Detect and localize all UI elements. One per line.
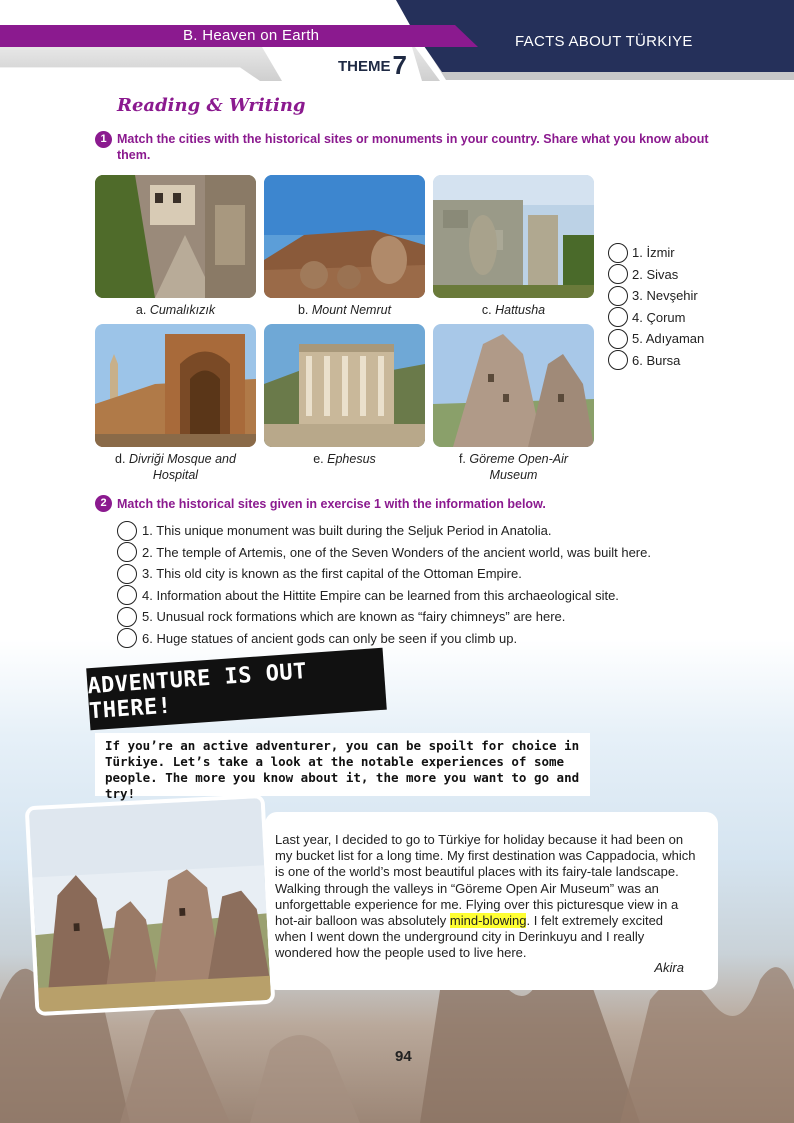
story-part-1: Last year, I decided to go to Türkiye for holiday because it had been on my bucket list for a long time. My first destination was Cappadocia, which is one of the world’s most beautiful places with its fairy-tale landscape. Walking through the valleys in “Göreme Open Air Museum” was an unforgettable experience for me. Flying over this picturesque view in a hot-air balloon was absolutely xyxy=(275,832,696,929)
city-label: 6. Bursa xyxy=(632,352,681,368)
answer-circle[interactable] xyxy=(608,286,628,306)
caption-f-name: Göreme Open-Air Museum xyxy=(469,452,569,482)
story-part-2: . I felt extremely excited when I went down the underground city in Derinkuyu and I really wondered how the people used to live here. xyxy=(275,913,664,961)
city-row xyxy=(608,328,704,350)
info-row xyxy=(117,520,651,542)
city-row xyxy=(608,307,704,329)
answer-circle[interactable] xyxy=(608,329,628,349)
unit-title: B. Heaven on Earth xyxy=(183,27,320,44)
city-label: 5. Adıyaman xyxy=(632,331,705,347)
caption-d xyxy=(95,451,256,483)
photo-ephesus xyxy=(264,324,425,447)
caption-e-letter: e. xyxy=(313,452,324,466)
highlighted-word: mind-blowing xyxy=(449,913,527,929)
caption-b-name: Mount Nemrut xyxy=(311,303,392,317)
city-label: 2. Sivas xyxy=(632,266,679,282)
caption-b-letter: b. xyxy=(297,303,309,317)
photo-mount-nemrut xyxy=(264,175,425,298)
city-label: 4. Çorum xyxy=(632,309,686,325)
answer-circle[interactable] xyxy=(117,607,137,627)
city-row xyxy=(608,264,704,286)
info-row xyxy=(117,585,651,607)
city-row xyxy=(608,285,704,307)
exercise-2-instruction: Match the historical sites given in exercise 1 with the information below. xyxy=(117,497,546,511)
caption-c xyxy=(433,302,594,318)
page-number: 94 xyxy=(395,1048,412,1065)
exercise-1-instruction: Match the cities with the historical sites or monuments in your country. Share what you know about them. xyxy=(117,132,709,162)
caption-d-name: Divriği Mosque and Hospital xyxy=(128,452,236,482)
city-label: 1. İzmir xyxy=(632,245,675,261)
photo-divrigi-mosque xyxy=(95,324,256,447)
info-row xyxy=(117,563,651,585)
caption-e xyxy=(264,451,425,467)
section-banner: FACTS ABOUT TÜRKIYE xyxy=(515,33,693,50)
info-text: 2. The temple of Artemis, one of the Seven Wonders of the ancient world, was built here. xyxy=(142,544,651,560)
answer-circle[interactable] xyxy=(608,243,628,263)
adventure-banner-text: ADVENTURE IS OUT THERE! xyxy=(86,659,308,725)
info-text: 4. Information about the Hittite Empire can be learned from this archaeological site. xyxy=(142,587,619,603)
answer-circle[interactable] xyxy=(117,585,137,605)
info-text: 1. This unique monument was built during the Seljuk Period in Anatolia. xyxy=(142,523,552,539)
caption-b xyxy=(264,302,425,318)
city-list xyxy=(608,242,704,371)
story-text xyxy=(275,832,696,962)
photo-cappadocia xyxy=(25,794,276,1016)
answer-circle[interactable] xyxy=(117,542,137,562)
caption-a-name: Cumalıkızık xyxy=(149,303,216,317)
exercise-1-number: 1 xyxy=(95,131,112,148)
caption-a xyxy=(95,302,256,318)
adventure-intro: If you’re an active adventurer, you can be spoilt for choice in Türkiye. Let’s take a look at the notable experiences of some people. The more you know about it, the more you want to go and try! xyxy=(95,733,590,796)
caption-c-letter: c. xyxy=(481,303,492,317)
answer-circle[interactable] xyxy=(117,564,137,584)
answer-circle[interactable] xyxy=(608,264,628,284)
answer-circle[interactable] xyxy=(117,521,137,541)
theme-label xyxy=(338,50,407,81)
answer-circle[interactable] xyxy=(608,307,628,327)
answer-circle[interactable] xyxy=(608,350,628,370)
story-card xyxy=(265,812,718,990)
theme-word: THEME xyxy=(338,58,391,75)
caption-a-letter: a. xyxy=(135,303,147,317)
photo-goreme xyxy=(433,324,594,447)
caption-c-name: Hattusha xyxy=(495,303,546,317)
answer-circle[interactable] xyxy=(117,628,137,648)
info-row xyxy=(117,606,651,628)
info-text: 5. Unusual rock formations which are known as “fairy chimneys” are here. xyxy=(142,609,566,625)
info-text: 3. This old city is known as the first capital of the Ottoman Empire. xyxy=(142,566,522,582)
photo-cumalikizik xyxy=(95,175,256,298)
info-row xyxy=(117,628,651,650)
caption-e-name: Ephesus xyxy=(327,452,376,466)
info-row xyxy=(117,542,651,564)
section-title: Reading & Writing xyxy=(117,95,306,116)
info-text: 6. Huge statues of ancient gods can only be seen if you climb up. xyxy=(142,630,518,646)
theme-number: 7 xyxy=(392,50,407,80)
story-author: Akira xyxy=(654,959,684,975)
caption-f-letter: f. xyxy=(458,452,466,466)
photo-hattusha xyxy=(433,175,594,298)
info-list xyxy=(117,520,651,649)
city-row xyxy=(608,242,704,264)
city-label: 3. Nevşehir xyxy=(632,288,698,304)
exercise-2-number: 2 xyxy=(95,495,112,512)
caption-d-letter: d. xyxy=(115,452,126,466)
city-row xyxy=(608,350,704,372)
caption-f xyxy=(433,451,594,483)
